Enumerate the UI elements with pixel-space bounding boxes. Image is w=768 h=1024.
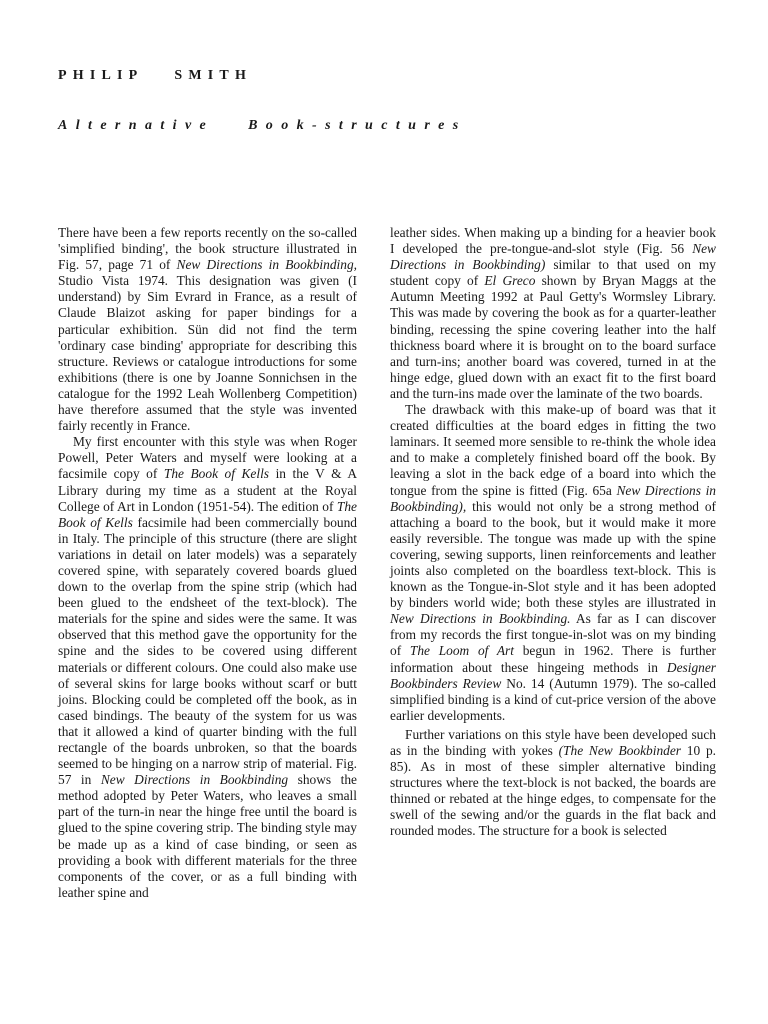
- author-name: PHILIP SMITH: [58, 68, 253, 83]
- text-run: There have been a few reports recently on the so-called 'simplified binding', the book structure illustrated in Fig. 57, page 71 of: [58, 225, 357, 273]
- italic-text-run: The Book of Kells: [163, 466, 270, 482]
- text-run: this would not only be a strong method of attaching a board to the book, but it would make it more easily reversible. The tongue was made up with the spine covering, sewing supports, linen reinforcements and leather joints also completed on the boardless text-block. This is known as the Tongue-in-Slot style and it has been adopted by binders world wide; both these styles are illustrated in: [390, 498, 716, 611]
- article-title: Alternative Book-structures: [58, 118, 467, 133]
- text-run: shown by Bryan Maggs at the Autumn Meeting 1992 at Paul Getty's Wormsley Library. This was made by covering the book as for a quarter-leather binding, recessing the spine covering leather into the half thickness board where it is brought on to the board surface and turn-ins; another board was covered, turned in at the hinge edge, glued down with an exact fit to the first board and the turn-ins made over the laminate of the two boards.: [390, 273, 716, 401]
- text-run: Further variations on this style have been developed such as in the binding with yokes: [390, 726, 716, 758]
- text-run: similar to that used on my student copy of: [390, 257, 716, 289]
- text-run: facsimile had been commercially bound in Italy. The principle of this structure (there are slight variations in detail on later models) was a separately covered spine, with separately covered boards glued down to the overlap from the spine strip (which had been glued to the endsheet of the text-block). The materials for the spine and sides were the same. It was observed that this method gave the opportunity for the spine and the sides to be covered using different materials or different colours. One could also make use of several skins for large books without scarf or butt joins. Blocking could be completed off the book, as in cased bindings. The beauty of the system for us was that it allowed a kind of quarter binding with the full rectangle of the boards unbroken, so that the boards seemed to be hinging on a narrow strip of material. Fig. 57 in: [58, 514, 357, 788]
- text-run: in the V & A Library during my time as a student at the Royal College of Art in London (1951-54). The edition of: [58, 466, 358, 514]
- right-column: [390, 225, 716, 840]
- italic-text-run: New Directions in Bookbinding),: [390, 482, 716, 514]
- italic-text-run: New Directions in Bookbinding,: [176, 257, 357, 273]
- left-column: [58, 225, 357, 901]
- text-run: leather sides. When making up a binding for a heavier book I developed the pre-tongue-and-slot style (Fig. 56: [390, 225, 716, 257]
- paragraph: [58, 434, 357, 901]
- paragraph: [390, 225, 716, 402]
- paragraph: [390, 402, 716, 724]
- text-run: No. 14 (Autumn 1979). The so-called simplified binding is a kind of cut-price version of the above earlier developments.: [390, 675, 716, 723]
- italic-text-run: El Greco: [484, 273, 536, 289]
- italic-text-run: (The New Bookbinder: [558, 743, 681, 758]
- paragraph: [58, 225, 357, 434]
- paragraph: [390, 727, 716, 840]
- italic-text-run: New Directions in Bookbinding): [390, 241, 716, 273]
- italic-text-run: Designer Bookbinders Review: [390, 659, 716, 691]
- italic-text-run: New Directions in Bookbinding: [100, 772, 289, 788]
- text-run: The drawback with this make-up of board was that it created difficulties at the board edges in fitting the two laminars. It seemed more sensible to re-think the whole idea and to make a completely finished board off the book. By leaving a slot in the back edge of a board into which the tongue from the spine is fitted (Fig. 65a: [390, 402, 716, 498]
- italic-text-run: The Loom of Art: [409, 643, 514, 659]
- text-run: begun in 1962. There is further information about these hingeing methods in: [390, 643, 716, 675]
- text-run: Studio Vista 1974. This designation was given (I understand) by Sim Evrard in France, as a result of Claude Blaizot asking for paper bindings for a particular exhibition. Sün did not find the term 'ordinary case binding' appropriate for describing this structure. Reviews or catalogue introductions for some exhibitions (there is one by Joanne Sonnichsen in the catalogue for the 1992 Leah Wollenberg Competition) have therefore assumed that the style was invented fairly recently in France.: [58, 273, 357, 434]
- italic-text-run: New Directions in Bookbinding.: [390, 611, 571, 627]
- italic-text-run: The Book of Kells: [58, 498, 357, 530]
- text-run: 10 p. 85). As in most of these simpler alternative binding structures where the text-block is not backed, the boards are thinned or rebated at the hinge edges, to compensate for the swell of the sewing and/or the guards in the flat back and rounded modes. The structure for a book is selected: [390, 743, 716, 839]
- text-run: As far as I can discover from my records the first tongue-in-slot was on my binding of: [390, 611, 716, 659]
- text-run: My first encounter with this style was when Roger Powell, Peter Waters and myself were looking at a facsimile copy of: [58, 434, 357, 482]
- text-run: shows the method adopted by Peter Waters, who leaves a small part of the turn-in near the hinge free until the board is glued to the spine covering strip. The binding style may be made up as a kind of case binding, or seen as providing a book with different materials for the three components of the cover, or as a full binding with leather spine and: [58, 772, 357, 900]
